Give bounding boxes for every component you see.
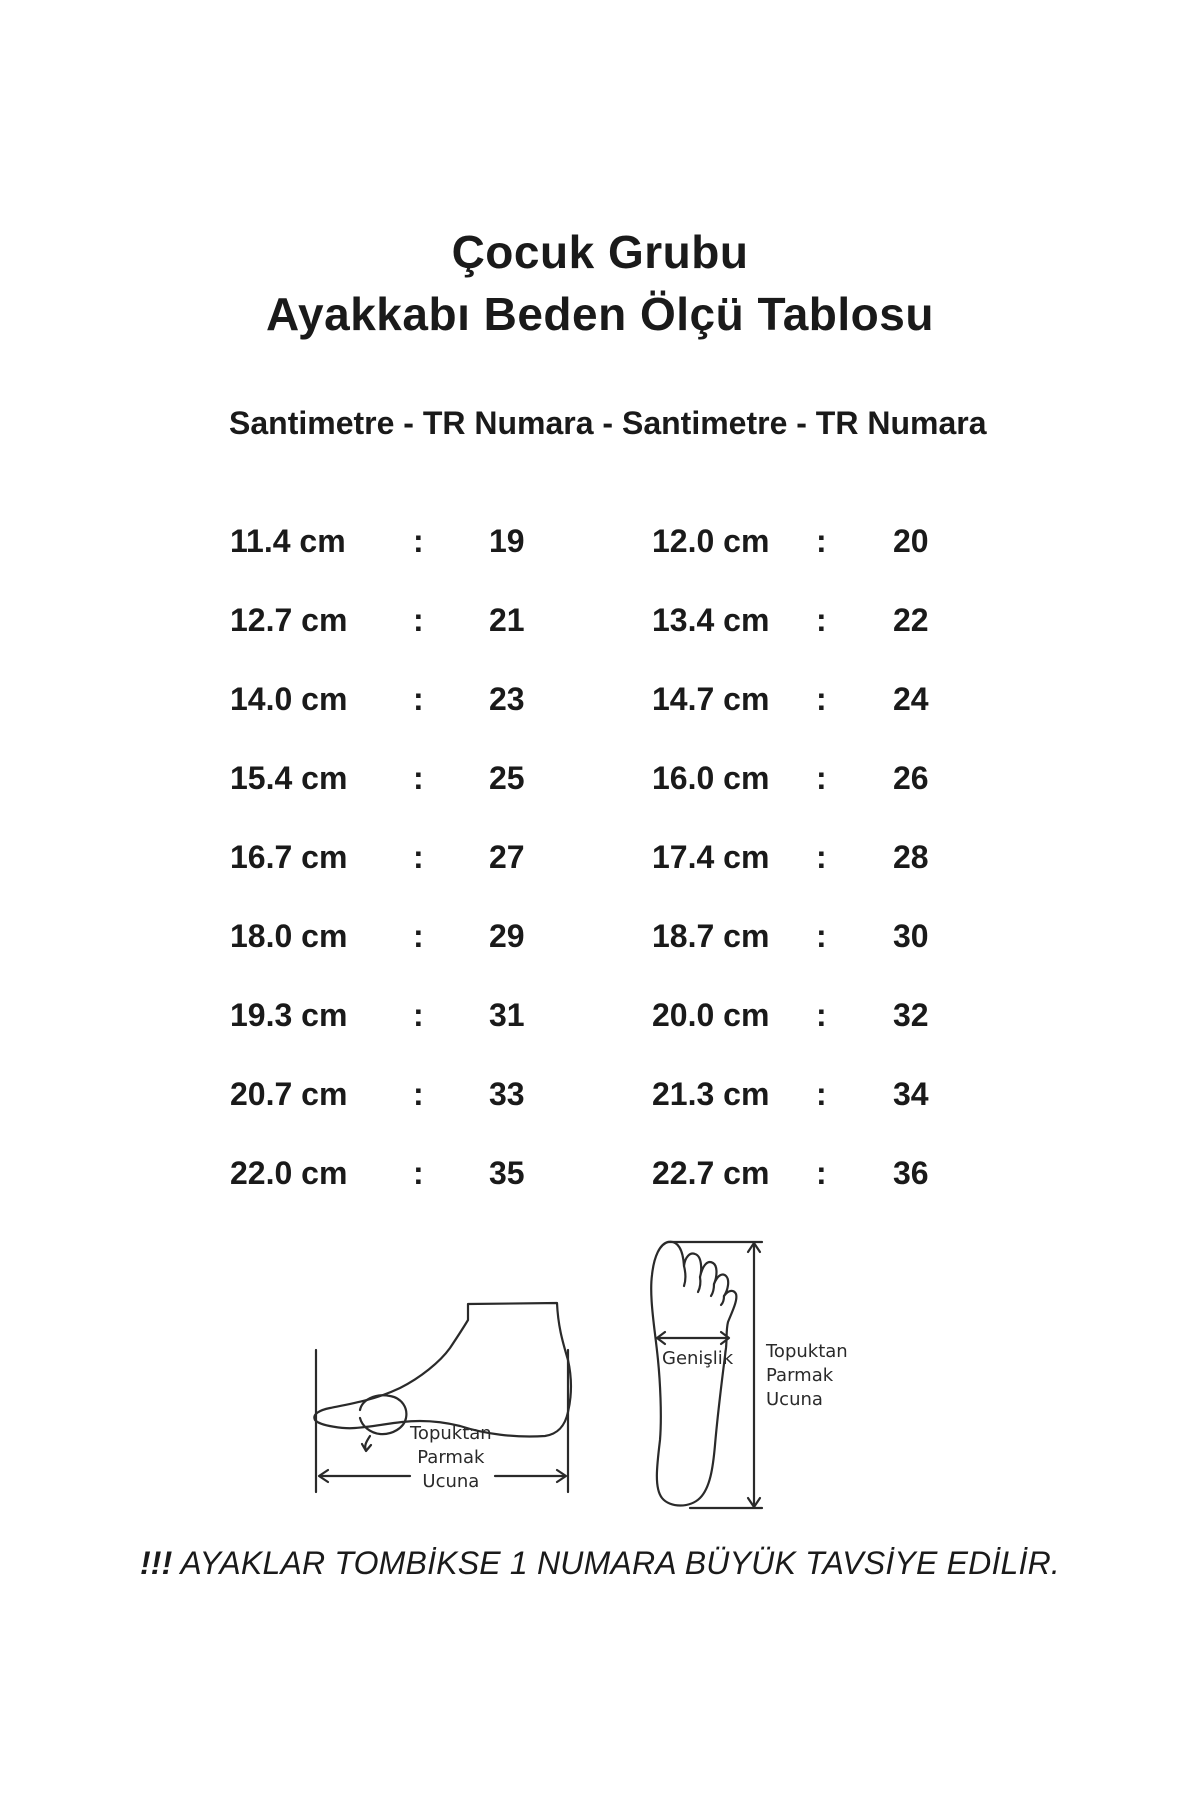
tr-right-cell: 22 — [893, 602, 929, 638]
separator-left: : — [413, 918, 424, 954]
tr-right-cell: 32 — [893, 997, 929, 1033]
side-length-label-line3: Ucuna — [422, 1471, 480, 1492]
side-foot-toe — [360, 1395, 406, 1434]
cm-left-cell: 14.0 cm — [230, 681, 348, 717]
tr-left-cell: 23 — [489, 681, 525, 717]
tr-right-cell: 34 — [893, 1076, 929, 1112]
separator-left: : — [413, 760, 424, 796]
cm-right-cell: 21.3 cm — [652, 1076, 770, 1112]
cm-left-cell: 18.0 cm — [230, 918, 348, 954]
cm-right-cell: 22.7 cm — [652, 1155, 770, 1191]
separator-right: : — [816, 918, 827, 954]
separator-right: : — [816, 997, 827, 1033]
separator-left: : — [413, 1155, 424, 1191]
cm-left-cell: 15.4 cm — [230, 760, 348, 796]
footer-note-text: AYAKLAR TOMBİKSE 1 NUMARA BÜYÜK TAVSİYE EDİLİR. — [172, 1545, 1061, 1581]
separator-right: : — [816, 681, 827, 717]
tr-right-cell: 28 — [893, 839, 929, 875]
cm-right-cell: 18.7 cm — [652, 918, 770, 954]
separator-left: : — [413, 681, 424, 717]
tr-right-cell: 24 — [893, 681, 929, 717]
sole-length-label-line2: Parmak — [766, 1365, 834, 1386]
foot-measurement-diagram — [300, 1230, 900, 1520]
cm-right-cell: 16.0 cm — [652, 760, 770, 796]
separator-right: : — [816, 760, 827, 796]
footer-note — [0, 1545, 1200, 1582]
separator-right: : — [816, 1076, 827, 1112]
cm-right-cell: 14.7 cm — [652, 681, 770, 717]
cm-right-cell: 20.0 cm — [652, 997, 770, 1033]
tr-left-cell: 29 — [489, 918, 525, 954]
cm-left-cell: 12.7 cm — [230, 602, 348, 638]
tr-left-cell: 33 — [489, 1076, 525, 1112]
separator-right: : — [816, 602, 827, 638]
separator-left: : — [413, 602, 424, 638]
cm-left-cell: 19.3 cm — [230, 997, 348, 1033]
cm-left-cell: 22.0 cm — [230, 1155, 348, 1191]
separator-right: : — [816, 1155, 827, 1191]
page-title-line1: Çocuk Grubu — [451, 226, 749, 278]
cm-right-cell: 17.4 cm — [652, 839, 770, 875]
sole-length-label-line1: Topuktan — [766, 1341, 848, 1362]
tr-left-cell: 35 — [489, 1155, 525, 1191]
sole-length-label-line3: Ucuna — [766, 1389, 823, 1410]
side-length-label — [410, 1422, 492, 1494]
separator-left: : — [413, 839, 424, 875]
side-foot-outline — [314, 1303, 571, 1437]
separator-left: : — [413, 523, 424, 559]
tr-right-cell: 36 — [893, 1155, 929, 1191]
cm-left-cell: 16.7 cm — [230, 839, 348, 875]
separator-right: : — [816, 523, 827, 559]
separator-right: : — [816, 839, 827, 875]
separator-left: : — [413, 1076, 424, 1112]
sole-length-label — [766, 1340, 848, 1412]
cm-right-cell: 13.4 cm — [652, 602, 770, 638]
tr-left-cell: 31 — [489, 997, 525, 1033]
side-length-label-line1: Topuktan — [410, 1423, 492, 1444]
separator-left: : — [413, 997, 424, 1033]
tr-right-cell: 30 — [893, 918, 929, 954]
footer-note-prefix: !!! — [139, 1545, 173, 1581]
tr-left-cell: 21 — [489, 602, 525, 638]
tr-left-cell: 19 — [489, 523, 525, 559]
tr-right-cell: 20 — [893, 523, 929, 559]
sole-foot-outline — [651, 1242, 736, 1506]
cm-right-cell: 12.0 cm — [652, 523, 770, 559]
tr-left-cell: 25 — [489, 760, 525, 796]
tr-left-cell: 27 — [489, 839, 525, 875]
page-title-line2: Ayakkabı Beden Ölçü Tablosu — [266, 288, 934, 340]
side-length-label-line2: Parmak — [417, 1447, 485, 1468]
tr-right-cell: 26 — [893, 760, 929, 796]
width-label: Genişlik — [662, 1348, 734, 1369]
cm-left-cell: 20.7 cm — [230, 1076, 348, 1112]
table-header-text: Santimetre - TR Numara - Santimetre - TR Numara — [229, 405, 987, 441]
cm-left-cell: 11.4 cm — [230, 523, 346, 559]
